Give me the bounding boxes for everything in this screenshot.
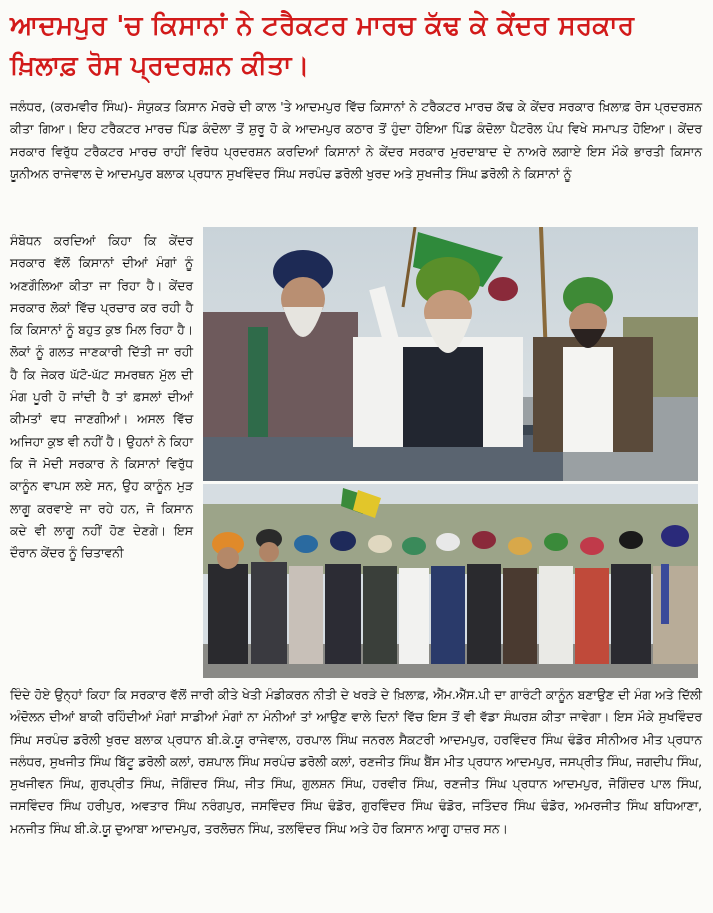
photo-tractor-rally xyxy=(203,227,698,481)
farmers-group-illustration xyxy=(203,484,698,678)
photo-farmers-group xyxy=(203,484,698,678)
article-column-paragraph: ਸੰਬੋਧਨ ਕਰਦਿਆਂ ਕਿਹਾ ਕਿ ਕੇਂਦਰ ਸਰਕਾਰ ਵੱਲੋਂ ਕਿਸਾਨਾਂ ਦੀਆਂ ਮੰਗਾਂ ਨੂੰ ਅਣਗੌਲਿਆ ਕੀਤਾ ਜਾ ਰਿਹਾ ਹੈ। ਕੇਂਦਰ ਸਰਕਾਰ ਲੋਕਾਂ ਵਿੱਚ ਪ੍ਰਚਾਰ ਕਰ ਰਹੀ ਹੈ ਕਿ ਕਿਸਾਨਾਂ ਨੂੰ ਬਹੁਤ ਕੁਝ ਮਿਲ ਰਿਹਾ ਹੈ। ਲੋਕਾਂ ਨੂੰ ਗਲਤ ਜਾਣਕਾਰੀ ਦਿੱਤੀ ਜਾ ਰਹੀ ਹੈ ਕਿ ਜੇਕਰ ਘੱਟੋ-ਘੱਟ ਸਮਰਥਨ ਮੁੱਲ ਦੀ ਮੰਗ ਪੂਰੀ ਹੋ ਜਾਂਦੀ ਹੈ ਤਾਂ ਫ਼ਸਲਾਂ ਦੀਆਂ ਕੀਮਤਾਂ ਵਧ ਜਾਣਗੀਆਂ। ਅਸਲ ਵਿੱਚ ਅਜਿਹਾ ਕੁਝ ਵੀ ਨਹੀਂ ਹੈ। ਉਹਨਾਂ ਨੇ ਕਿਹਾ ਕਿ ਜੋ ਮੋਦੀ ਸਰਕਾਰ ਨੇ ਕਿਸਾਨਾਂ ਵਿਰੁੱਧ ਕਾਨੂੰਨ ਵਾਪਸ ਲਏ ਸਨ, ਉਹ ਕਾਨੂੰਨ ਮੁੜ ਲਾਗੂ ਕਰਵਾਏ ਜਾ ਰਹੇ ਹਨ, ਜੋ ਕਿਸਾਨ ਕਦੇ ਵੀ ਲਾਗੂ ਨਹੀਂ ਹੋਣ ਦੇਣਗੇ। ਇਸ ਦੌਰਾਨ ਕੇਂਦਰ ਨੂੰ ਚਿਤਾਵਨੀ xyxy=(10,234,193,561)
article-closing-paragraph: ਦਿੰਦੇ ਹੋਏ ਉਨ੍ਹਾਂ ਕਿਹਾ ਕਿ ਸਰਕਾਰ ਵੱਲੋਂ ਜਾਰੀ ਕੀਤੇ ਖੇਤੀ ਮੰਡੀਕਰਨ ਨੀਤੀ ਦੇ ਖਰੜੇ ਦੇ ਖ਼ਿਲਾਫ਼, ਐੱਮ.ਐੱਸ.ਪੀ ਦਾ ਗਾਰੰਟੀ ਕਾਨੂੰਨ ਬਣਾਉਣ ਦੀ ਮੰਗ ਅਤੇ ਦਿੱਲੀ ਅੰਦੋਲਨ ਦੀਆਂ ਬਾਕੀ ਰਹਿੰਦੀਆਂ ਮੰਗਾਂ ਸਾਡੀਆਂ ਮੰਗਾਂ ਨਾ ਮੰਨੀਆਂ ਤਾਂ ਆਉਣ ਵਾਲੇ ਦਿਨਾਂ ਵਿੱਚ ਇਸ ਤੋਂ ਵੀ ਵੱਡਾ ਸੰਘਰਸ਼ ਕੀਤਾ ਜਾਵੇਗਾ। ਇਸ ਮੌਕੇ ਸੁਖਵਿੰਦਰ ਸਿੰਘ ਸਰਪੰਚ ਡਰੋਲੀ ਖੁਰਦ ਬਲਾਕ ਪ੍ਰਧਾਨ ਬੀ.ਕੇ.ਯੂ ਰਾਜੇਵਾਲ, ਹਰਪਾਲ ਸਿੰਘ ਜਨਰਲ ਸੈਕਟਰੀ ਆਦਮਪੁਰ, ਹਰਵਿੰਦਰ ਸਿੰਘ ਢੰਡੋਰ ਸੀਨੀਅਰ ਮੀਤ ਪ੍ਰਧਾਨ ਜਲੰਧਰ, ਸੁਖਜੀਤ ਸਿੰਘ ਬਿੱਟੂ ਡਰੋਲੀ ਕਲਾਂ, ਰਸ਼ਪਾਲ ਸਿੰਘ ਸਰਪੰਚ ਡਰੋਲੀ ਕਲਾਂ, ਰਣਜੀਤ ਸਿੰਘ ਬੈਂਸ ਮੀਤ ਪ੍ਰਧਾਨ ਆਦਮਪੁਰ, ਜਸਪ੍ਰੀਤ ਸਿੰਘ, ਜਗਦੀਪ ਸਿੰਘ, ਸੁਖਜੀਵਨ ਸਿੰਘ, ਗੁਰਪ੍ਰੀਤ ਸਿੰਘ, ਜੋਗਿੰਦਰ ਸਿੰਘ, ਜੀਤ ਸਿੰਘ, ਗੁਲਸ਼ਨ ਸਿੰਘ, ਹਰਵੀਰ ਸਿੰਘ, ਰਣਜੀਤ ਸਿੰਘ ਪ੍ਰਧਾਨ ਆਦਮਪੁਰ, ਜੋਗਿੰਦਰ ਪਾਲ ਸਿੰਘ, ਜਸਵਿੰਦਰ ਸਿੰਘ ਹਰੀਪੁਰ, ਅਵਤਾਰ ਸਿੰਘ ਨਰੰਗਪੁਰ, ਜਸਵਿੰਦਰ ਸਿੰਘ ਢੰਡੋਰ, ਗੁਰਵਿੰਦਰ ਸਿੰਘ ਢੰਡੋਰ, ਜਤਿੰਦਰ ਸਿੰਘ ਢੰਡੋਰ, ਅਮਰਜੀਤ ਸਿੰਘ ਬਧਿਆਣਾ, ਮਨਜੀਤ ਸਿੰਘ ਬੀ.ਕੇ.ਯੂ ਦੁਆਬਾ ਆਦਮਪੁਰ, ਤਰਲੋਚਨ ਸਿੰਘ, ਤਲਵਿੰਦਰ ਸਿੰਘ ਅਤੇ ਹੋਰ ਕਿਸਾਨ ਆਗੂ ਹਾਜ਼ਰ ਸਨ। xyxy=(10,688,702,836)
article-intro-paragraph: ਜਲੰਧਰ, (ਕਰਮਵੀਰ ਸਿੰਘ)- ਸੰਯੁਕਤ ਕਿਸਾਨ ਮੋਰਚੇ ਦੀ ਕਾਲ 'ਤੇ ਆਦਮਪੁਰ ਵਿੱਚ ਕਿਸਾਨਾਂ ਨੇ ਟਰੈਕਟਰ ਮਾਰਚ ਕੱਢ ਕੇ ਕੇਂਦਰ ਸਰਕਾਰ ਖ਼ਿਲਾਫ਼ ਰੋਸ ਪ੍ਰਦਰਸ਼ਨ ਕੀਤਾ ਗਿਆ। ਇਹ ਟਰੈਕਟਰ ਮਾਰਚ ਪਿੰਡ ਕੰਦੋਲਾ ਤੋਂ ਸ਼ੁਰੂ ਹੋ ਕੇ ਆਦਮਪੁਰ ਕਠਾਰ ਤੋਂ ਹੁੰਦਾ ਹੋਇਆ ਪਿੰਡ ਕੰਦੋਲਾ ਪੈਟਰੋਲ ਪੰਪ ਵਿਖੇ ਸਮਾਪਤ ਹੋਇਆ। ਕੇਂਦਰ ਸਰਕਾਰ ਵਿਰੁੱਧ ਟਰੈਕਟਰ ਮਾਰਚ ਰਾਹੀਂ ਵਿਰੋਧ ਪ੍ਰਦਰਸ਼ਨ ਕਰਦਿਆਂ ਕਿਸਾਨਾਂ ਨੇ ਕੇਂਦਰ ਸਰਕਾਰ ਮੁਰਦਾਬਾਦ ਦੇ ਨਾਅਰੇ ਲਗਾਏ ਇਸ ਮੌਕੇ ਭਾਰਤੀ ਕਿਸਾਨ ਯੂਨੀਅਨ ਰਾਜੇਵਾਲ ਦੇ ਆਦਮਪੁਰ ਬਲਾਕ ਪ੍ਰਧਾਨ ਸੁਖਵਿੰਦਰ ਸਿੰਘ ਸਰਪੰਚ ਡਰੋਲੀ ਖੁਰਦ ਅਤੇ ਸੁਖਜੀਤ ਸਿੰਘ ਡਰੋਲੀ ਨੇ ਕਿਸਾਨਾਂ ਨੂੰ xyxy=(10,100,702,181)
article-headline: ਆਦਮਪੁਰ 'ਚ ਕਿਸਾਨਾਂ ਨੇ ਟਰੈਕਟਰ ਮਾਰਚ ਕੱਢ ਕੇ ਕੇਂਦਰ ਸਰਕਾਰ ਖ਼ਿਲਾਫ਼ ਰੋਸ ਪ੍ਰਦਰਸ਼ਨ ਕੀਤਾ। xyxy=(10,11,635,81)
tractor-rally-illustration xyxy=(203,227,698,481)
